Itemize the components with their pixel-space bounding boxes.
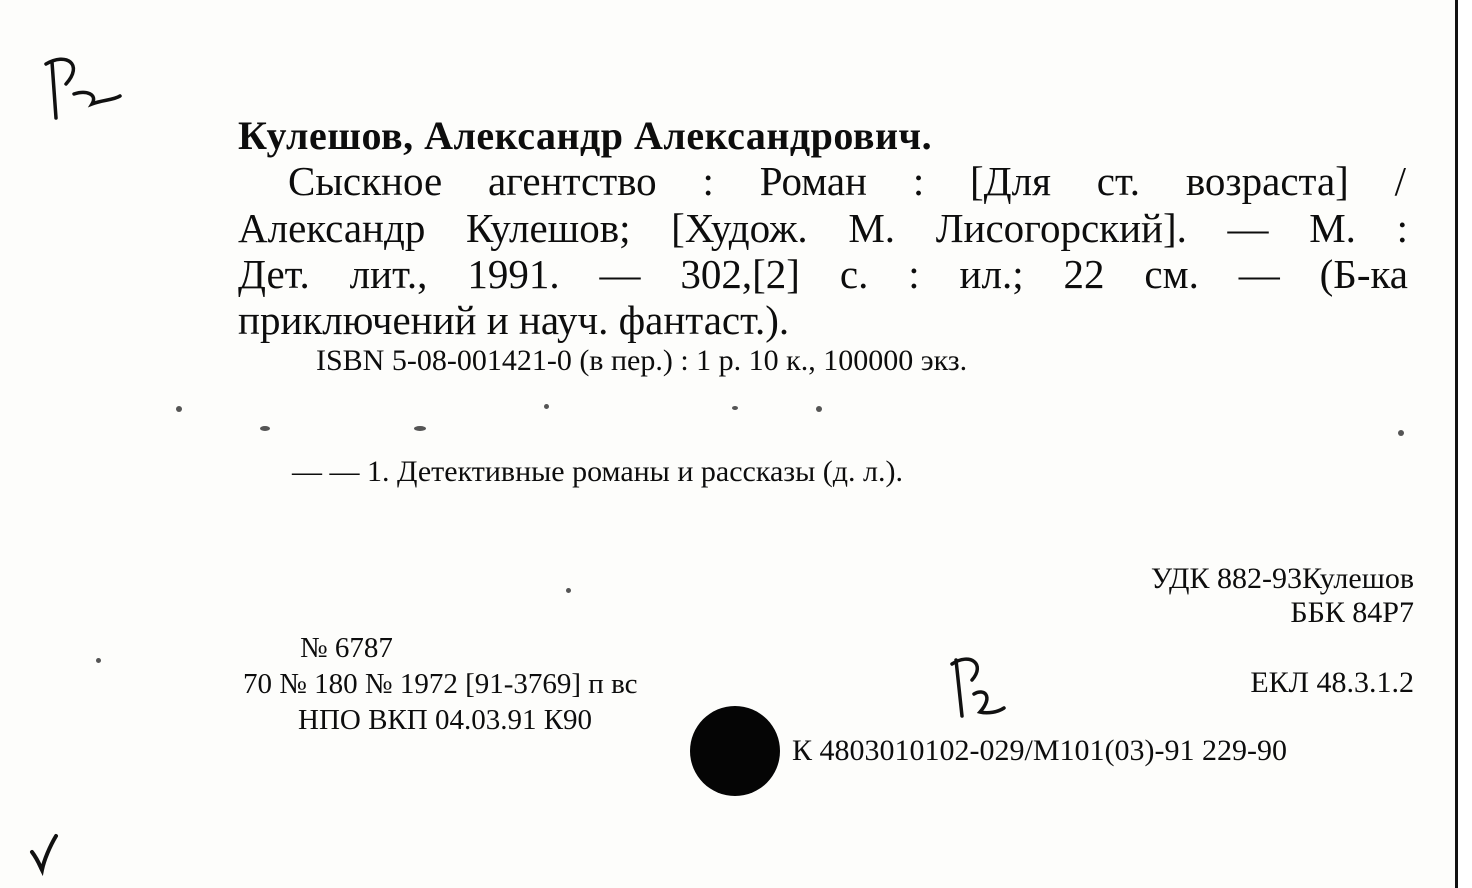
speck: [544, 404, 549, 409]
description-line-4: приключений и науч. фантаст.).: [238, 297, 790, 343]
card-edge: [1455, 0, 1472, 888]
subject-heading: — — 1. Детективные романы и рассказы (д. л.).: [292, 455, 904, 488]
punch-hole: [690, 706, 780, 796]
speck: [732, 406, 738, 410]
description-line-3: Дет. лит., 1991. — 302,[2] с. : ил.; 22 см. — (Б-ка: [238, 251, 1408, 297]
ekl-code: ЕКЛ 48.3.1.2: [1250, 666, 1414, 699]
isbn-line: ISBN 5-08-001421-0 (в пер.) : 1 р. 10 к., 100000 экз.: [316, 344, 968, 377]
author-heading: Кулешов, Александр Александрович.: [238, 113, 933, 158]
card-number: № 6787: [300, 632, 393, 664]
speck: [414, 426, 426, 431]
publisher-line: НПО ВКП 04.03.91 К90: [298, 704, 593, 736]
description-line-1: Сыскное агентство : Роман : [Для ст. возраста] /: [288, 158, 1406, 204]
speck: [176, 406, 182, 412]
handwritten-mark-center: [944, 650, 1014, 730]
speck: [566, 588, 571, 593]
bbk-code: ББК 84Р7: [1290, 596, 1414, 629]
handwritten-mark-top-left: [36, 50, 126, 130]
check-mark: [26, 832, 66, 876]
order-line: 70 № 180 № 1972 [91-3769] п вс: [243, 668, 638, 700]
udc-code: УДК 882-93Кулешов: [1150, 562, 1414, 595]
speck: [1398, 430, 1404, 436]
k-code: К 4803010102-029/М101(03)-91 229-90: [792, 734, 1287, 767]
speck: [96, 658, 101, 663]
speck: [816, 406, 822, 412]
description-line-2: Александр Кулешов; [Худож. М. Лисогорский]. — М. :: [238, 205, 1408, 251]
speck: [260, 426, 270, 431]
